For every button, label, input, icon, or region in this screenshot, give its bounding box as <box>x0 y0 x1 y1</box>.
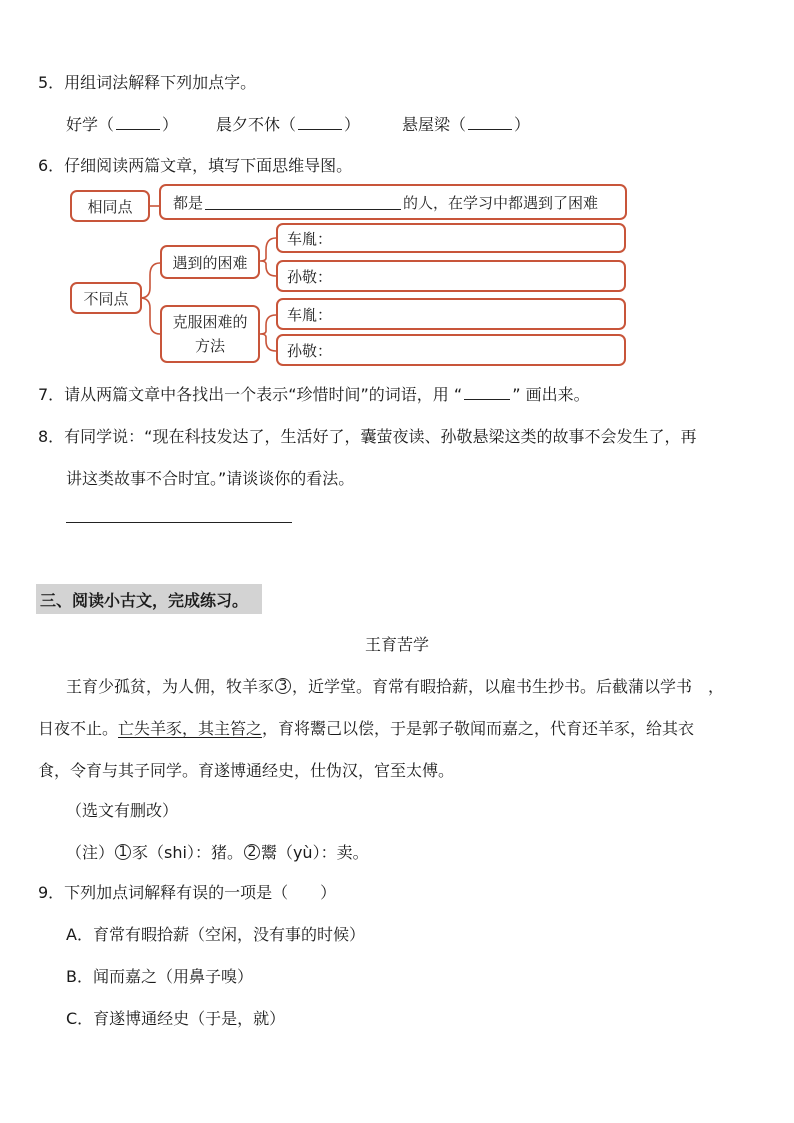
q5-word-3: 悬屋梁 <box>402 115 451 134</box>
q8-answer-line[interactable] <box>66 522 292 523</box>
same-label: 相同点 <box>87 197 133 216</box>
mindmap-diff-node <box>70 282 142 314</box>
mindmap-method-node <box>160 305 260 363</box>
difficulty-chexun-field[interactable] <box>276 223 626 253</box>
passage-line-2 <box>38 716 694 739</box>
close-paren: ） <box>344 115 361 134</box>
method-label-1: 克服困难的 <box>172 313 248 331</box>
note-marker-1: 1 <box>115 844 131 860</box>
same-fill-blank[interactable] <box>205 195 401 210</box>
open-paren: （ <box>450 115 467 134</box>
mindmap-same-content <box>159 184 627 220</box>
note-text: 豕（shi）：猪。 <box>132 843 243 862</box>
same-prefix: 都是 <box>173 193 204 212</box>
note-marker-3: 3 <box>275 678 291 694</box>
close-paren: ） <box>514 115 531 134</box>
q8-line-2: 讲这类故事不合时宜。”请谈谈你的看法。 <box>66 469 355 488</box>
q7-post: 画出来。 <box>525 385 590 404</box>
passage-title: 王育苦学 <box>364 635 429 654</box>
passage-source: （选文有删改） <box>66 801 179 820</box>
q5-word-2: 晨夕不休 <box>216 115 281 134</box>
q9-prompt: 9．下列加点词解释有误的一项是（ ） <box>38 883 337 902</box>
q9-option-a[interactable]: A．育常有暇拾薪（空闲，没有事的时候） <box>66 925 365 944</box>
passage-line-3: 食，令育与其子同学。育遂博通经史，仕伪汉，官至太傅。 <box>38 761 455 780</box>
close-paren: ） <box>162 115 179 134</box>
q7-mark-open: “ <box>453 385 463 404</box>
q8-line-1: 8．有同学说：“现在科技发达了，生活好了，囊萤夜读、孙敬悬梁这类的故事不会发生了，再 <box>38 427 697 446</box>
note-text: 鬻（yù）：卖。 <box>260 843 369 862</box>
passage-text: 王育少孤贫，为人佣，牧羊豕 <box>66 677 275 696</box>
chexun-label: 车胤： <box>287 305 333 324</box>
mindmap-difficulty-node <box>160 245 260 279</box>
passage-text: 日夜不止。 <box>38 719 119 738</box>
diff-label: 不同点 <box>83 289 129 308</box>
difficulty-label: 遇到的困难 <box>172 253 248 272</box>
same-suffix: 的人，在学习中都遇到了困难 <box>403 193 599 212</box>
q5-prompt: 5．用组词法解释下列加点字。 <box>38 73 257 92</box>
sunjing-label: 孙敬： <box>287 341 333 360</box>
note-label: （注） <box>66 843 115 862</box>
q7-prompt <box>38 382 590 405</box>
mindmap-same-node <box>70 190 150 222</box>
passage-notes <box>66 840 369 863</box>
open-paren: （ <box>98 115 115 134</box>
note-marker-2: 2 <box>244 844 260 860</box>
q9-option-b[interactable]: B．闻而嘉之（用鼻子嗅） <box>66 967 253 986</box>
section-heading: 三、阅读小古文，完成练习。 <box>36 584 262 614</box>
method-label-2: 方法 <box>194 337 225 355</box>
underlined-sentence: 亡失羊豕，其主笞之 <box>118 719 263 738</box>
q9-option-c[interactable]: C．育遂博通经史（于是，就） <box>66 1009 286 1028</box>
q6-prompt: 6．仔细阅读两篇文章，填写下面思维导图。 <box>38 156 353 175</box>
method-sunjing-field[interactable] <box>276 334 626 366</box>
q7-mark-blank <box>464 385 510 400</box>
open-paren: （ <box>280 115 297 134</box>
q7-pre: 7．请从两篇文章中各找出一个表示 <box>38 385 289 404</box>
q7-mid: 的词语，用 <box>368 385 449 404</box>
passage-text: ，近学堂。育常有暇拾薪，以雇书生抄书。后截蒲以学书 ， <box>292 677 725 696</box>
passage-text: ，育将鬻己以偿，于是郭子敬闻而嘉之，代育还羊豕，给其衣 <box>262 719 695 738</box>
passage-line-1 <box>66 674 724 697</box>
sunjing-label: 孙敬： <box>287 267 333 286</box>
q5-word-1: 好学 <box>66 115 99 134</box>
method-chexun-field[interactable] <box>276 298 626 330</box>
q7-mark-close: ” <box>512 385 521 404</box>
difficulty-sunjing-field[interactable] <box>276 260 626 292</box>
chexun-label: 车胤： <box>287 229 333 248</box>
q7-quote: “珍惜时间” <box>288 385 369 404</box>
